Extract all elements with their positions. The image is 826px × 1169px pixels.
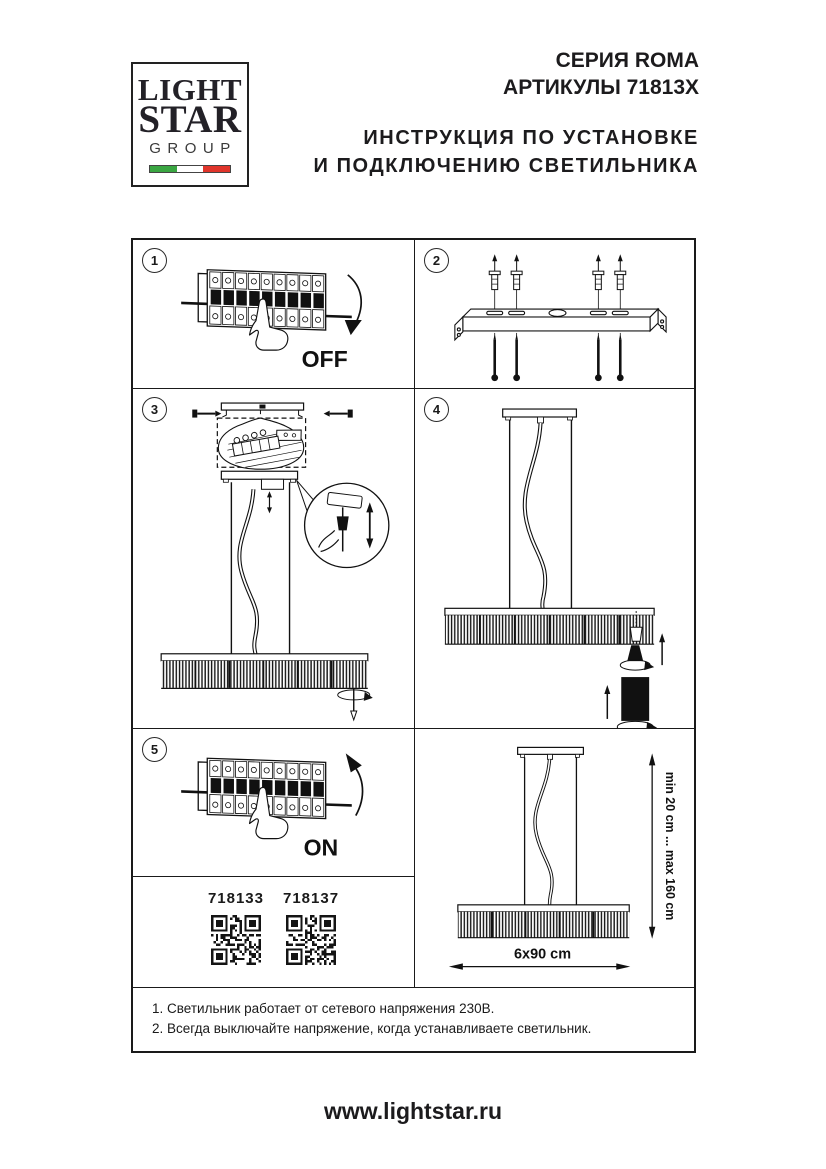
qr-panel	[133, 876, 414, 987]
chandelier-shade	[458, 905, 629, 938]
italian-flag-bar	[149, 165, 231, 173]
breaker-off-drawing	[133, 240, 414, 388]
flag-white	[177, 166, 204, 172]
adjust-arrow-icon	[267, 491, 272, 513]
instruction-grid	[131, 238, 696, 1053]
note-2: 2. Всегда выключайте напряжение, когда устанавливаете светильник.	[152, 1021, 592, 1036]
width-label: 6x90 cm	[514, 946, 572, 963]
bracket-drawing	[415, 240, 694, 388]
rotate-icon	[338, 688, 373, 720]
safety-notes	[133, 987, 694, 1051]
cable-lock-magnifier	[305, 483, 389, 567]
qr-label: 718137	[283, 890, 340, 907]
arrow-down-icon	[345, 320, 362, 335]
flag-green	[150, 166, 177, 172]
flag-red	[203, 166, 230, 172]
step-5-number: 5	[142, 737, 167, 762]
dimensions-drawing	[415, 729, 694, 987]
step-3-panel	[133, 388, 414, 728]
document-header	[313, 47, 699, 180]
qr-item-718133	[208, 890, 264, 966]
mounting-wiring-drawing	[133, 389, 414, 728]
step-5-panel	[133, 728, 414, 876]
website-url: www.lightstar.ru	[323, 1098, 503, 1124]
width-dimension	[449, 947, 630, 970]
hanging-lamp-drawing	[415, 389, 694, 728]
note-1: 1. Светильник работает от сетевого напряжения 230В.	[152, 1001, 495, 1016]
step-1-panel	[133, 240, 414, 388]
on-label: ON	[303, 834, 339, 861]
step-4-number: 4	[424, 397, 449, 422]
chandelier-shade	[161, 654, 368, 689]
dimensions-panel	[414, 728, 694, 987]
logo-word-light: LIGHT	[137, 72, 243, 107]
screw-left-icon	[192, 410, 221, 418]
step-2-number: 2	[424, 248, 449, 273]
chandelier-shade	[445, 608, 654, 644]
breaker-on-drawing	[133, 729, 414, 876]
logo-word-group: GROUP	[149, 140, 237, 157]
step-3-number: 3	[142, 397, 167, 422]
qr-item-718137	[283, 890, 339, 966]
off-label: OFF	[301, 346, 348, 373]
qr-label: 718133	[207, 890, 264, 907]
instruction-title-line1: ИНСТРУКЦИЯ ПО УСТАНОВКЕ	[363, 127, 699, 149]
series-title: СЕРИЯ ROMA	[555, 49, 699, 72]
instruction-title-line2: И ПОДКЛЮЧЕНИЮ СВЕТИЛЬНИКА	[313, 155, 699, 177]
lightstar-logo	[131, 62, 249, 187]
step-2-panel	[414, 240, 694, 388]
height-range-label: min 20 cm ... max 160 cm	[663, 771, 678, 921]
article-number: АРТИКУЛЫ 71813X	[503, 76, 699, 99]
height-dimension	[649, 753, 677, 938]
step-4-panel	[414, 388, 694, 728]
logo-word-star: STAR	[138, 98, 242, 141]
qr-code	[286, 914, 336, 966]
screw-right-icon	[324, 410, 353, 418]
step-1-number: 1	[142, 248, 167, 273]
arrow-up-icon	[346, 753, 362, 772]
qr-code	[211, 914, 261, 966]
